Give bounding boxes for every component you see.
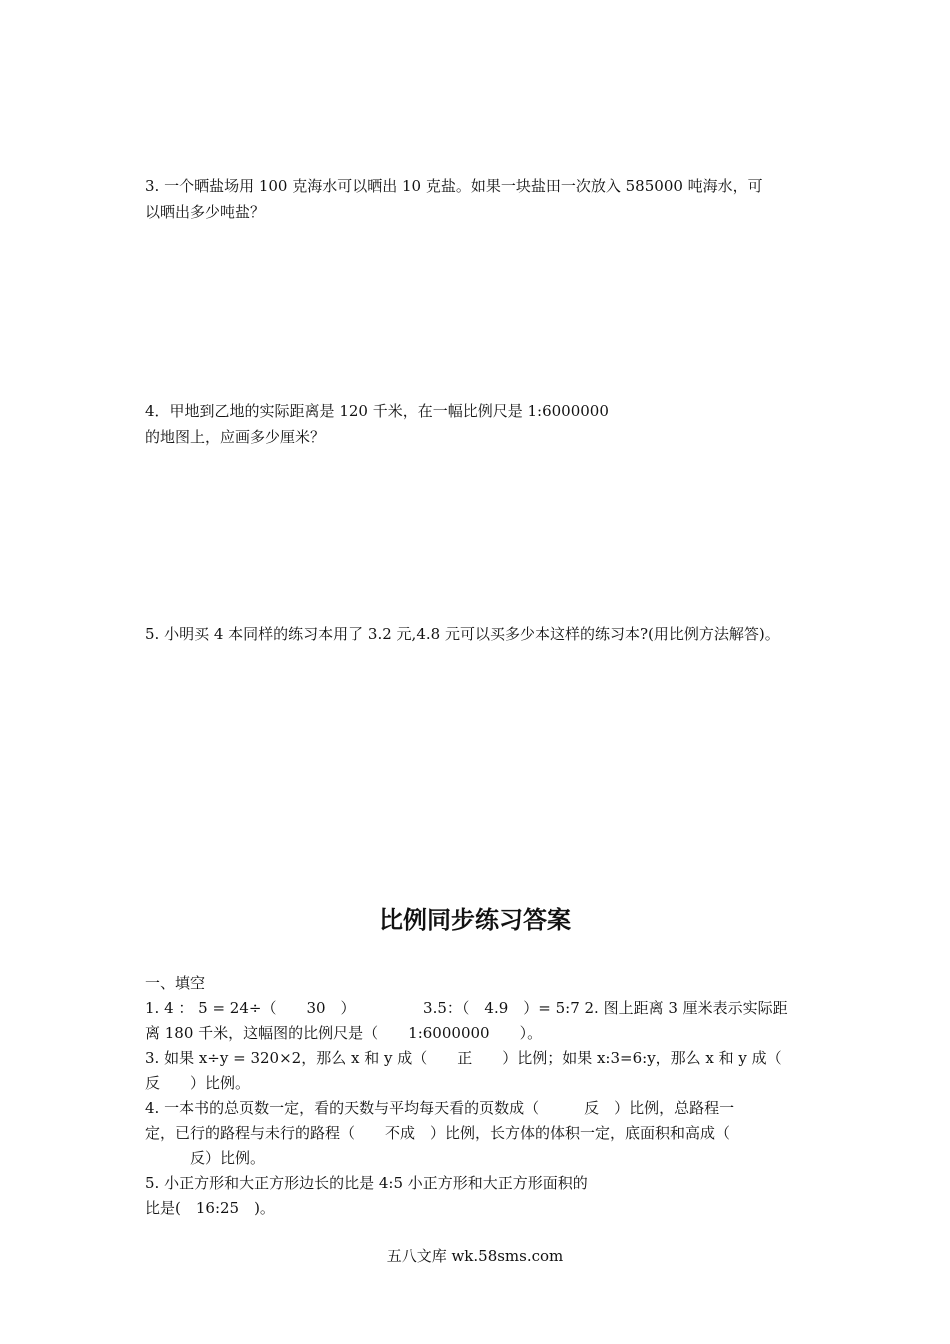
answers-title: 比例同步练习答案	[379, 905, 571, 934]
question-4-line-2: 的地图上，应画多少厘米？	[145, 428, 326, 446]
answer-line: 定，已行的路程与未行的路程（ 不成 ）比例，长方体的体积一定，底面积和高成（	[145, 1124, 731, 1142]
question-4-line-1: 4．甲地到乙地的实际距离是 120 千米，在一幅比例尺是 1:6000000	[145, 402, 609, 420]
answer-line: 3. 如果 x÷y = 320×2，那么 x 和 y 成（ 正 ）比例；如果 x:3=6:y，那么 x 和 y 成（	[145, 1049, 782, 1067]
answer-line: 5. 小正方形和大正方形边长的比是 4:5 小正方形和大正方形面积的	[145, 1174, 588, 1192]
answer-line: 反）比例。	[145, 1149, 266, 1167]
answer-line: 比是( 16:25 )。	[145, 1199, 275, 1217]
answer-line: 1. 4 ： 5 = 24÷（ 30 ） 3.5：（ 4.9 ）= 5:7 2. 图上距离 3 厘米表示实际距	[145, 999, 788, 1017]
footer-watermark: 五八文库 wk.58sms.com	[386, 1247, 564, 1265]
answer-line: 离 180 千米，这幅图的比例尺是（ 1:6000000 ）。	[145, 1024, 543, 1042]
answer-line: 反 ）比例。	[145, 1074, 251, 1092]
answer-line: 4. 一本书的总页数一定，看的天数与平均每天看的页数成（ 反 ）比例，总路程一	[145, 1099, 735, 1117]
section-heading: 一、填空	[145, 974, 206, 992]
question-3-line-1: 3. 一个晒盐场用 100 克海水可以晒出 10 克盐。如果一块盐田一次放入 585000 吨海水，可	[145, 177, 763, 195]
question-3-line-2: 以晒出多少吨盐？	[145, 203, 266, 221]
question-5-line-1: 5. 小明买 4 本同样的练习本用了 3.2 元,4.8 元可以买多少本这样的练习本?(用比例方法解答)。	[145, 625, 780, 643]
